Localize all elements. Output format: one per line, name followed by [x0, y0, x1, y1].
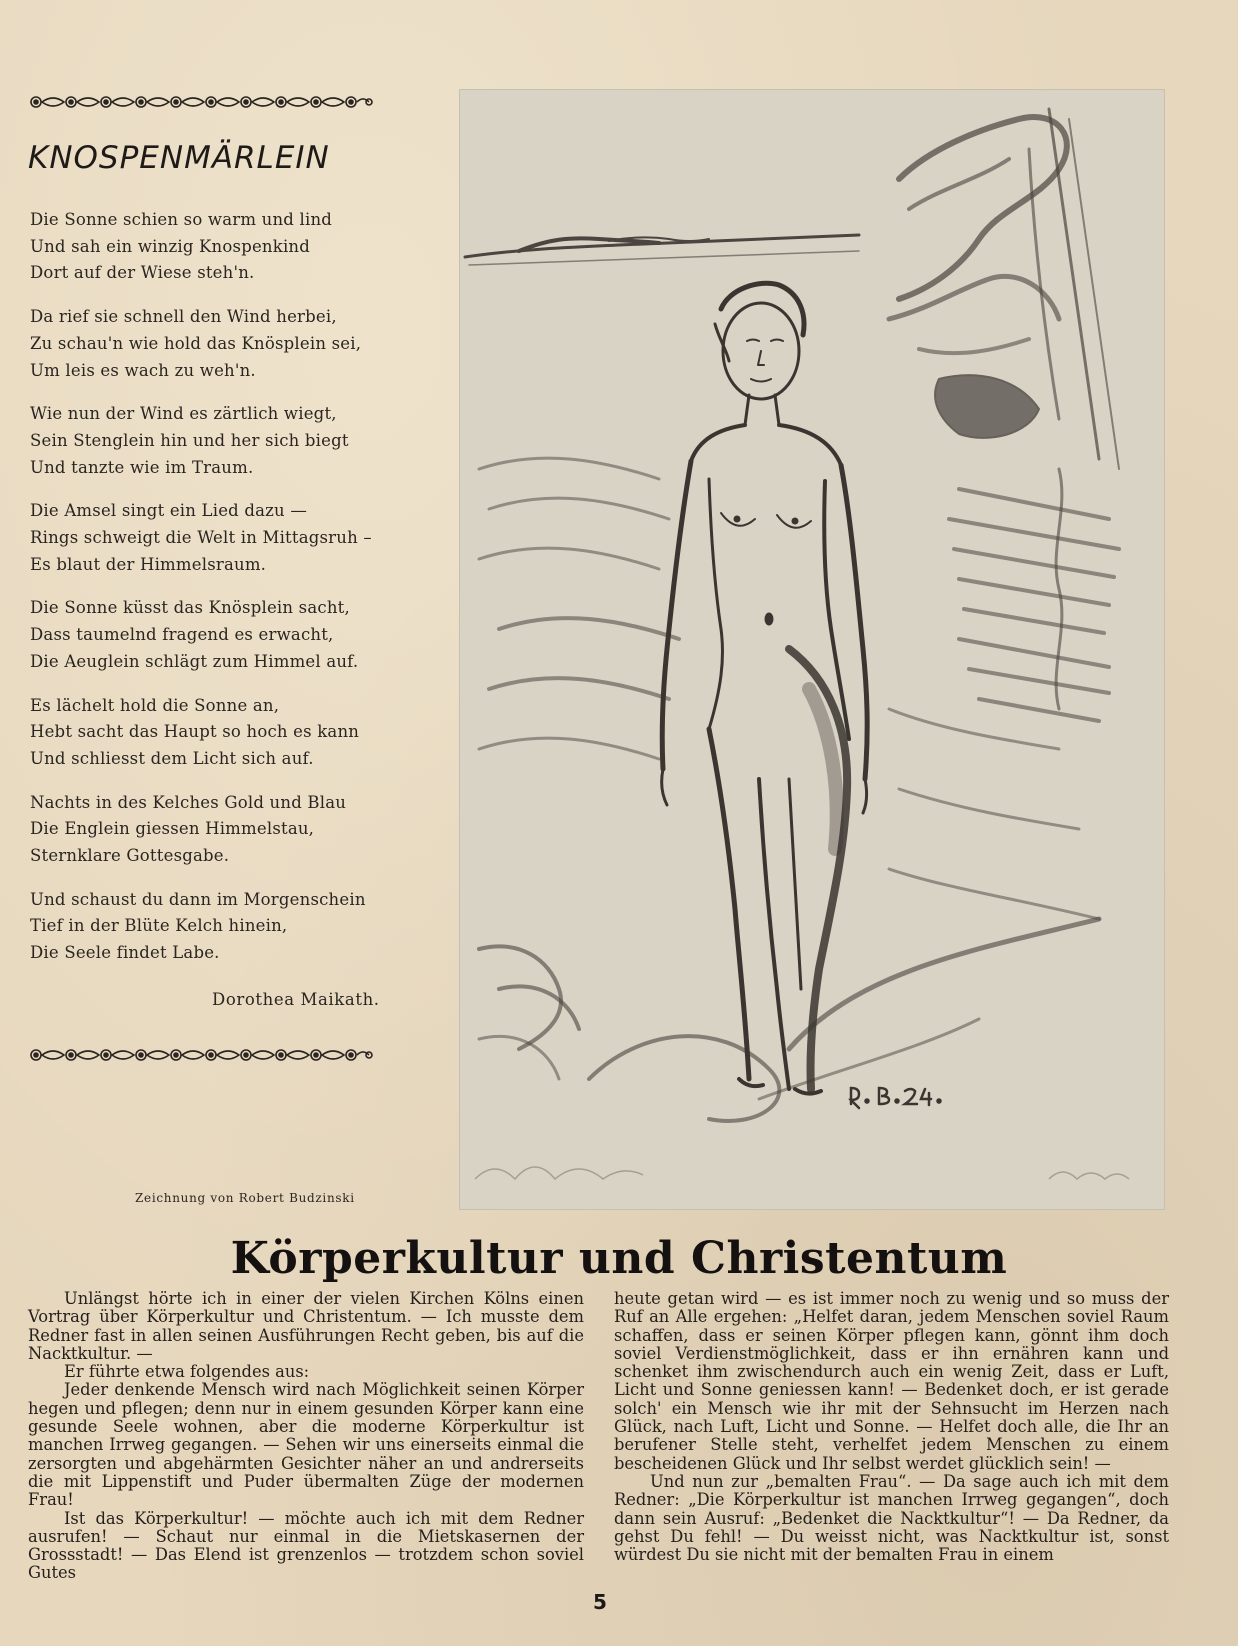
poem-line: Die Sonne schien so warm und lind	[30, 210, 333, 229]
poem-line: Es blaut der Himmelsraum.	[30, 554, 267, 574]
article-column-left	[28, 1290, 584, 1583]
poem-line: Dort auf der Wiese steh'n.	[30, 263, 255, 283]
poem-stanza	[30, 595, 380, 675]
poem-stanza	[30, 887, 380, 967]
article-paragraph: Und nun zur „bemalten Frau“. — Da sage auch ich mit dem Redner: „Die Körperkultur ist manchen Irrweg gegangen“, doch dann sein Ausruf: „Bedenket die Nacktkultur“! — Da Redner, da gehst Du fehl! — Du weisst nicht, was Nacktkultur ist, sonst würdest Du sie nicht mit der bemalten Frau in einem	[614, 1471, 1169, 1565]
charcoal-drawing	[459, 89, 1165, 1210]
poem-line: Sein Stenglein hin und her sich biegt	[30, 430, 349, 450]
page-number: 5	[593, 1590, 607, 1614]
poem-line: Rings schweigt die Welt in Mittagsruh –	[30, 528, 372, 548]
poem-line: Nachts in des Kelches Gold und Blau	[30, 792, 347, 812]
poem-line: Die Englein giessen Himmelstau,	[30, 819, 315, 839]
poem-line: Um leis es wach zu weh'n.	[30, 360, 256, 380]
article-paragraph: Er führte etwa folgendes aus:	[64, 1362, 310, 1382]
poem-stanza	[30, 693, 380, 773]
poem-stanza	[30, 401, 380, 481]
article-paragraph: Jeder denkende Mensch wird nach Möglichkeit seinen Körper hegen und pflegen; denn nur in einem gesunden Körper kann eine gesunde Seele wohnen, aber die moderne Körperkultur ist manchen Irrweg gegangen. — Sehen wir uns einerseits einmal die zersorgten und abgehärmten Gesichter näher an und andrerseits die mit Lippenstift und Puder übermalten Züge der modernen Frau!	[28, 1380, 584, 1510]
poem-line: Die Seele findet Labe.	[30, 943, 220, 963]
article-paragraph: Ist das Körperkultur! — möchte auch ich mit dem Redner ausrufen! — Schaut nur einmal in die Mietskasernen der Grossstadt! — Das Elend ist grenzenlos — trotzdem schon soviel Gutes	[28, 1508, 584, 1583]
article-column-right	[614, 1290, 1169, 1564]
poem-stanza	[30, 304, 380, 384]
poem-author: Dorothea Maikath.	[212, 990, 380, 1009]
poem-line: Und tanzte wie im Traum.	[30, 457, 254, 477]
ornament-border-top	[28, 92, 374, 112]
drawing-caption: Zeichnung von Robert Budzinski	[135, 1191, 355, 1205]
poem-line: Tief in der Blüte Kelch hinein,	[30, 916, 288, 936]
poem-line: Sternklare Gottesgabe.	[30, 846, 230, 866]
article-headline: Körperkultur und Christentum	[230, 1233, 1008, 1284]
poem-line: Wie nun der Wind es zärtlich wiegt,	[30, 404, 337, 424]
poem-stanza	[30, 207, 380, 287]
poem-line: Die Amsel singt ein Lied dazu —	[30, 501, 308, 521]
poem-line: Und sah ein winzig Knospenkind	[30, 236, 311, 256]
poem-line: Die Sonne küsst das Knösplein sacht,	[30, 598, 350, 618]
article-paragraph: heute getan wird — es ist immer noch zu wenig und so muss der Ruf an Alle ergehen: „Helfet daran, jedem Menschen soviel Raum schaffen, dass er seinen Körper pflegen kann, gönnt ihm doch soviel Verdienstmöglichkeit, dass er ihn ernähren kann und schenket ihm zwischendurch auch ein wenig Zeit, dass er Luft, Licht und Sonne geniessen kann! — Bedenket doch, er ist gerade solch' ein Mensch wie ihr mit der Sehnsucht im Herzen nach Glück, nach Luft, Licht und Sonne. — Helfet doch alle, die Ihr an berufener Stelle steht, verhelfet jedem Menschen zu einem bescheidenen Glück und Ihr selbst werdet glücklich sein! —	[614, 1289, 1169, 1473]
poem-stanza	[30, 498, 380, 578]
poem-body	[30, 207, 380, 984]
poem-line: Dass taumelnd fragend es erwacht,	[30, 625, 334, 645]
poem-line: Zu schau'n wie hold das Knösplein sei,	[30, 333, 362, 353]
poem-line: Und schaust du dann im Morgenschein	[30, 889, 366, 909]
poem-stanza	[30, 790, 380, 870]
article-paragraph: Unlängst hörte ich in einer der vielen Kirchen Kölns einen Vortrag über Körperkultur und Christentum. — Ich musste dem Redner fast in allen seinen Ausführungen Recht geben, bis auf die Nacktkultur. —	[28, 1289, 584, 1363]
poem-line: Die Aeuglein schlägt zum Himmel auf.	[30, 651, 359, 671]
poem-line: Da rief sie schnell den Wind herbei,	[30, 307, 337, 327]
ornament-border-bottom	[28, 1045, 374, 1065]
poem-line: Es lächelt hold die Sonne an,	[30, 695, 280, 715]
poem-line: Und schliesst dem Licht sich auf.	[30, 748, 314, 768]
poem-title: KNOSPENMÄRLEIN	[28, 140, 330, 176]
poem-line: Hebt sacht das Haupt so hoch es kann	[30, 722, 360, 742]
